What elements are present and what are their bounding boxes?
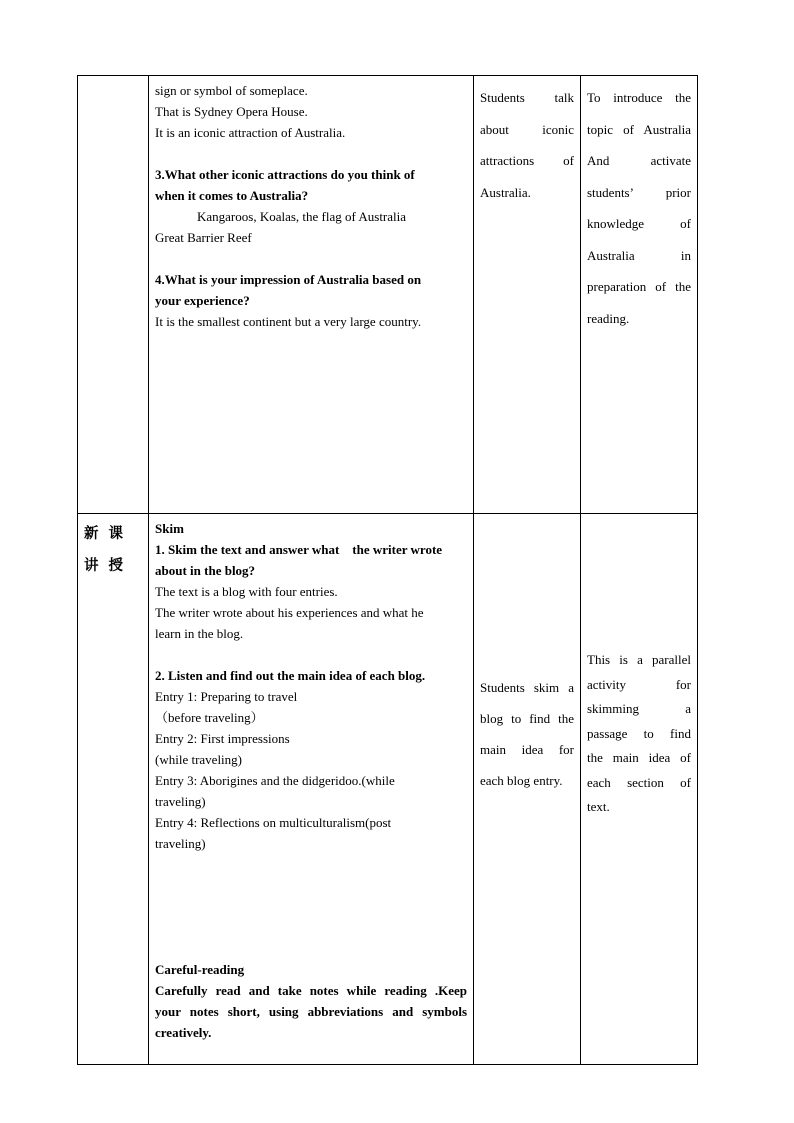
purpose-line: text.: [587, 799, 610, 814]
careful-reading-heading: Careful-reading: [155, 962, 245, 977]
purpose-line: students’ prior: [587, 184, 691, 200]
stage-cell: [78, 514, 149, 1065]
entry-line: Entry 4: Reflections on multiculturalism(post: [155, 815, 392, 830]
entry-line: （before traveling）: [155, 710, 264, 725]
entry-line: (while traveling): [155, 752, 242, 767]
purpose-line: reading.: [587, 310, 630, 326]
entry-line: Entry 2: First impressions: [155, 731, 290, 746]
purpose-line: knowledge of: [587, 216, 691, 231]
question-4-cont: your experience?: [155, 293, 250, 308]
skim-heading: Skim: [155, 521, 184, 536]
activity-line: about iconic: [480, 121, 574, 137]
activity-line: each blog entry.: [480, 773, 563, 788]
entry-line: traveling): [155, 836, 206, 851]
activity-line: main idea for: [480, 742, 574, 757]
answer-line: Kangaroos, Koalas, the flag of Australia: [197, 209, 407, 224]
purpose-line: topic of Australia: [587, 121, 691, 137]
careful-reading-line: your notes short, using abbreviations and symbols: [155, 1004, 467, 1019]
question-4: 4.What is your impression of Australia based on: [155, 272, 422, 287]
purpose-line: the main idea of: [587, 750, 691, 765]
careful-reading-line: Carefully read and take notes while reading .Keep: [155, 983, 467, 998]
content-line: It is an iconic attraction of Australia.: [155, 125, 346, 140]
content-cell: [149, 76, 474, 514]
content-line: That is Sydney Opera House.: [155, 104, 308, 119]
question-1-cont: about in the blog?: [155, 563, 256, 578]
purpose-cell: [581, 76, 698, 514]
activity-line: Australia.: [480, 184, 531, 200]
purpose-line: And activate: [587, 153, 691, 168]
question-3-cont: when it comes to Australia?: [155, 188, 309, 203]
purpose-line: preparation of the: [587, 279, 691, 294]
activity-line: Students skim a: [480, 680, 574, 695]
student-activity-cell: [474, 76, 581, 514]
purpose-line: skimming a: [587, 701, 691, 716]
activity-line: blog to find the: [480, 711, 574, 726]
entry-line: Entry 3: Aborigines and the didgeridoo.(while: [155, 773, 395, 788]
question-1: 1. Skim the text and answer what the writer wrote: [155, 542, 443, 557]
answer-line: learn in the blog.: [155, 626, 244, 641]
activity-line: attractions of: [480, 153, 574, 168]
table-row: [78, 514, 698, 1065]
purpose-line: This is a parallel: [587, 652, 691, 667]
content-line: sign or symbol of someplace.: [155, 83, 308, 98]
careful-reading-line: creatively.: [155, 1025, 212, 1040]
entry-line: traveling): [155, 794, 206, 809]
lesson-plan-table: [77, 75, 698, 1065]
stage-label: 新课讲授: [84, 526, 133, 574]
stage-cell-empty: [78, 76, 149, 514]
entry-line: Entry 1: Preparing to travel: [155, 689, 298, 704]
purpose-line: Australia in: [587, 247, 691, 263]
table-row: [78, 76, 698, 514]
activity-line: Students talk: [480, 90, 574, 105]
answer-line: It is the smallest continent but a very large country.: [155, 314, 422, 329]
question-2: 2. Listen and find out the main idea of each blog.: [155, 668, 426, 683]
content-cell: [149, 514, 474, 1065]
purpose-cell: [581, 514, 698, 1065]
question-3: 3.What other iconic attractions do you think of: [155, 167, 415, 182]
answer-line: The text is a blog with four entries.: [155, 584, 338, 599]
student-activity-cell: [474, 514, 581, 1065]
purpose-line: activity for: [587, 676, 691, 692]
answer-line: Great Barrier Reef: [155, 230, 252, 245]
purpose-line: each section of: [587, 774, 691, 790]
purpose-line: passage to find: [587, 725, 691, 741]
purpose-line: To introduce the: [587, 90, 691, 105]
answer-line: The writer wrote about his experiences and what he: [155, 605, 424, 620]
